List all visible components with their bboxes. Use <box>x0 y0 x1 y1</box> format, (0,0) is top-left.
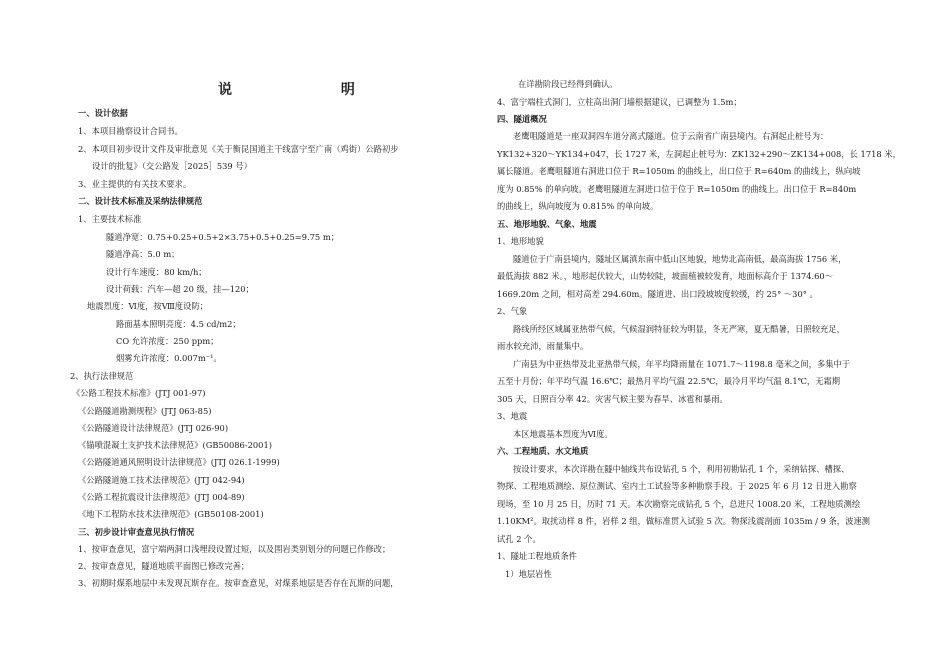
section-heading: 六、工程地质、水文地质 <box>497 446 589 456</box>
text-line: 的曲线上，纵向坡度为 0.815% 的单向坡。 <box>497 201 659 211</box>
text-line: 烟雾允许浓度：0.007m⁻¹。 <box>116 353 222 363</box>
text-line: 《公路隧道通风照明设计法律规范》(JTJ 026.1-1999) <box>78 457 280 467</box>
text-line: 路面基本照明亮度：4.5 cd/m2； <box>116 319 241 329</box>
text-line: 1）地层岩性 <box>505 569 552 579</box>
text-line: 《公路工程抗震设计法律规范》(JTJ 004-89) <box>78 492 245 502</box>
text-line: 路线所经区域属亚热带气候，气候湿润特征较为明显，冬无严寒，夏无酷暑，日照较充足， <box>513 324 845 334</box>
section-heading: 三、初步设计审查意见执行情况 <box>78 527 195 537</box>
text-line: CO 允许浓度：250 ppm； <box>116 336 219 346</box>
text-line: 在详勘阶段已经得到确认。 <box>518 79 618 89</box>
text-line: 2、本项目初步设计文件及审批意见《关于衡昆国道主干线富宁至广南（鸡街）公路初步 <box>78 144 399 154</box>
text-line: YK132+320～YK134+047，长 1727 米，左洞起止桩号为：ZK132+290～ZK134+008，长 1718 米， <box>497 149 901 159</box>
text-line: 3、初期时煤系地层中未发现瓦斯存在。按审查意见，对煤系地层是否存在瓦斯的问题， <box>78 578 399 588</box>
text-line: 1、地形地貌 <box>497 236 544 246</box>
text-line: 本区地震基本烈度为Ⅵ度。 <box>513 429 613 439</box>
text-line: 1、主要技术标准 <box>78 214 142 224</box>
text-line: 广南县为中亚热带及北亚热带气候，年平均降雨量在 1071.7～1198.8 毫米之间，多集中于 <box>513 359 851 369</box>
text-line: 雨水较充沛，雨量集中。 <box>497 341 589 351</box>
text-line: 隧道净高：5.0 m； <box>106 249 180 259</box>
text-line: 1669.20m 之间，相对高差 294.60m。隧道进、出口段坡坡度较缓，约 25° ～30° 。 <box>497 289 818 299</box>
text-line: 度为 0.85% 的单向坡。老鹰咀隧道左洞进口位于位于 R=1050m 的曲线上。出口位于 R=840m <box>497 184 857 194</box>
text-line: 设计的批复》（交公路发［2025］539 号） <box>92 161 252 171</box>
text-line: 《公路隧道设计法律规范》(JTJ 026-90) <box>78 423 229 433</box>
text-line: 隧道净宽：0.75+0.25+0.5+2×3.75+0.5+0.25=9.75 m； <box>106 232 339 242</box>
text-line: 《公路隧道勘测规程》(JTJ 063-85) <box>78 406 212 416</box>
text-line: 4、富宁端柱式洞门，立柱高出洞门墙根据建议，已调整为 1.5m； <box>497 97 742 107</box>
text-line: 现场，至 10 月 25 日，历时 71 天。本次勘察完成钻孔 5 个，总进尺 1008.20 米，工程地质测绘 <box>497 499 861 509</box>
text-line: 属长隧道。老鹰咀隧道右洞进口位于 R=1050m 的曲线上，出口位于 R=640m 的曲线上，纵向坡 <box>497 166 861 176</box>
text-line: 1、本项目勘察设计合同书。 <box>78 126 183 136</box>
text-line: 《锚喷混凝土支护技术法律规范》(GB50086-2001) <box>78 440 272 450</box>
text-line: 2、气象 <box>497 306 528 316</box>
section-heading: 五、地形地貌、气象、地震 <box>497 219 597 229</box>
text-line: 《公路工程技术标准》(JTJ 001-97) <box>72 388 206 398</box>
section-heading: 四、隧道概况 <box>497 114 547 124</box>
text-line: 1.10KM²。取扰动样 8 件，岩样 2 组，做标准贯入试验 5 次。物探浅震剖面 1035m / 9 条，波速测 <box>497 516 870 526</box>
section-heading: 一、设计依据 <box>78 108 128 118</box>
document-title: 说 明 <box>218 82 407 98</box>
text-line: 2、执行法律规范 <box>70 371 134 381</box>
text-line: 试孔 2 个。 <box>497 534 541 544</box>
text-line: 3、业主提供的有关技术要求。 <box>78 179 192 189</box>
text-line: 1、隧址工程地质条件 <box>497 551 577 561</box>
text-line: 地震烈度：Ⅵ度，按Ⅷ度设防； <box>87 301 208 311</box>
text-line: 《公路隧道施工技术法律规范》(JTJ 042-94) <box>78 475 245 485</box>
text-line: 2、按审查意见，隧道地质平面图已修改完善； <box>78 561 250 571</box>
text-line: 物探、工程地质测绘、原位测试、室内土工试验等多种勘察手段。于 2025 年 6 月 12 日进入勘察 <box>497 481 857 491</box>
text-line: 最低海拔 882 米。，地形起伏较大，山势较陡，坡面植被较发育，地面标高介于 1374.60～ <box>497 271 834 281</box>
text-line: 设计行车速度：80 km/h； <box>106 267 207 277</box>
text-line: 1、按审查意见，富宁端两洞口浅埋段设置过短，以及围岩类别划分的问题已作修改； <box>78 544 391 554</box>
text-line: 隧道位于广南县境内，隧址区属滇东南中低山区地貌，地势北高南低，最高海拔 1756 米， <box>513 254 847 264</box>
text-line: 3、地震 <box>497 411 528 421</box>
text-line: 老鹰咀隧道是一座双洞四车道分离式隧道。位于云南省广南县境内。右洞起止桩号为： <box>513 131 829 141</box>
text-line: 《地下工程防水技术法律规范》(GB50108-2001) <box>78 509 264 519</box>
text-line: 305 天，日照百分率 42。灾害气候主要为春旱、冰雹和暴雨。 <box>497 394 728 404</box>
text-line: 设计荷载：汽车—超 20 级，挂—120； <box>106 284 254 294</box>
section-heading: 二、设计技术标准及采纳法律规范 <box>78 196 203 206</box>
text-line: 五至十月份；年平均气温 16.6℃；最热月平均气温 22.5℃，最冷月平均气温 8.1℃，无霜期 <box>497 376 841 386</box>
text-line: 按设计要求，本次详勘在隧中轴线共布设钻孔 5 个，利用初勘钻孔 1 个，采纳钻探、槽探、 <box>513 464 850 474</box>
